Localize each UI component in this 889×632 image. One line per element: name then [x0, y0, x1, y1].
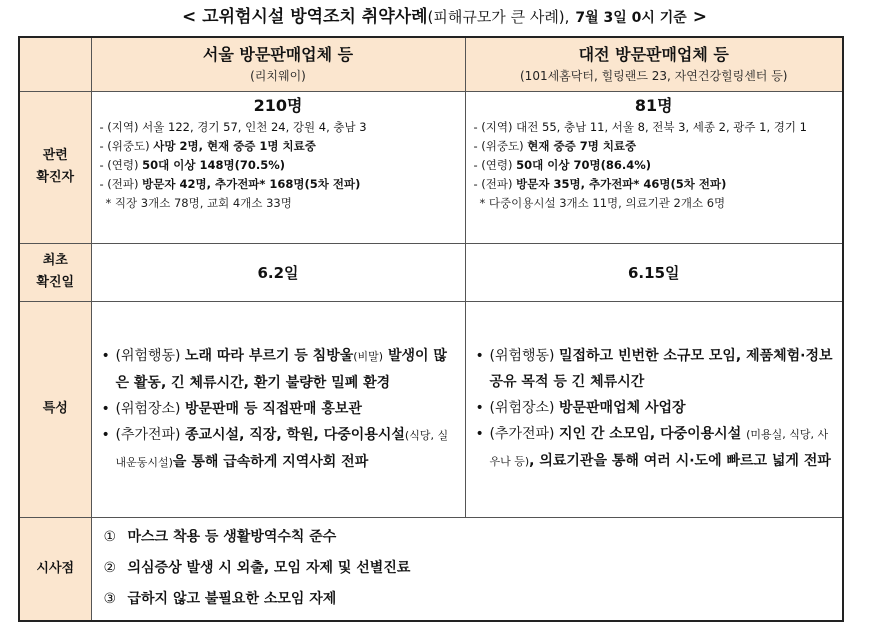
first-date-seoul: 6.2일: [91, 243, 465, 301]
features-row: [19, 301, 843, 517]
features-daejeon: [465, 301, 843, 517]
feature-item: • (위험행동) 노래 따라 부르기 등 침방울(비말) 발생이 많은 활동, 긴 체류시간, 환기 불량한 밀폐 환경: [101, 347, 447, 391]
title-end: >: [692, 7, 707, 27]
region-sub: (리치웨이): [250, 69, 306, 84]
feature-item: • (추가전파) 종교시설, 직장, 학원, 다중이용시설(식당, 실내운동시설)을 통해 급속하게 지역사회 전파: [101, 426, 449, 470]
detail-line: - (전파) 방문자 42명, 추가전파* 168명(5차 전파): [99, 176, 361, 191]
col-header-seoul: [91, 37, 465, 91]
implications-cell: [91, 517, 843, 621]
footnote: * 직장 3개소 78명, 교회 4개소 33명: [105, 195, 292, 210]
row-label-text: 관련 확진자: [36, 148, 75, 185]
case-count: 210명: [253, 95, 303, 115]
header-row: [19, 37, 843, 91]
col-header-daejeon: [465, 37, 843, 91]
feature-item: • (위험장소) 방문판매 등 직접판매 홍보관: [101, 400, 362, 417]
row-label-first-date: [19, 243, 91, 301]
detail-line: - (연령) 50대 이상 70명(86.4%): [473, 157, 652, 172]
cases-seoul: [91, 91, 465, 243]
feature-item: • (추가전파) 지인 간 소모임, 다중이용시설 (미용실, 식당, 사우나 등), 의료기관을 통해 여러 시·도에 빠르고 넓게 전파: [475, 426, 831, 469]
detail-line: - (지역) 서울 122, 경기 57, 인천 24, 강원 4, 충남 3: [99, 119, 367, 134]
feature-item: • (위험행동) 밀접하고 빈번한 소규모 모임, 제품체험·정보공유 목적 등 긴 체류시간: [475, 348, 833, 390]
cases-row: [19, 91, 843, 243]
case-count: 81명: [634, 95, 673, 115]
footnote: * 다중이용시설 3개소 11명, 의료기관 2개소 6명: [479, 195, 726, 210]
detail-line: - (지역) 대전 55, 충남 11, 서울 8, 전북 3, 세종 2, 광주 1, 경기 1: [473, 119, 807, 134]
title-sub: (피해규모가 큰 사례),: [427, 8, 570, 26]
cases-table: [18, 36, 844, 622]
features-seoul: [91, 301, 465, 517]
title-main: < 고위험시설 방역조치 취약사례: [182, 7, 428, 27]
detail-line: - (전파) 방문자 35명, 추가전파* 46명(5차 전파): [473, 176, 727, 191]
feature-item: • (위험장소) 방문판매업체 사업장: [475, 400, 686, 416]
region-sub: (101세홈닥터, 힐링랜드 23, 자연건강힐링센터 등): [520, 69, 788, 84]
first-date-daejeon: 6.15일: [465, 243, 843, 301]
implication-item: ③ 급하지 않고 불필요한 소모임 자제: [103, 591, 337, 608]
detail-line: - (위중도) 현재 중증 7명 치료중: [473, 138, 637, 153]
implication-item: ② 의심증상 발생 시 외출, 모임 자제 및 선별진료: [103, 560, 411, 577]
implication-item: ① 마스크 착용 등 생활방역수칙 준수: [103, 529, 337, 546]
row-label-features: 특성: [19, 301, 91, 517]
first-date-row: [19, 243, 843, 301]
detail-line: - (연령) 50대 이상 148명(70.5%): [99, 157, 286, 172]
corner-cell: [19, 37, 91, 91]
implications-row: [19, 517, 843, 621]
region-name: 서울 방문판매업체 등: [202, 45, 354, 65]
page-title: [0, 6, 889, 29]
row-label-cases: [19, 91, 91, 243]
title-date: 7월 3일 0시 기준: [575, 10, 687, 26]
cases-daejeon: [465, 91, 843, 243]
region-name: 대전 방문판매업체 등: [578, 45, 729, 65]
row-label-implications: 시사점: [19, 517, 91, 621]
detail-line: - (위중도) 사망 2명, 현재 중증 1명 치료중: [99, 138, 316, 153]
row-label-text: 최초 확진일: [36, 253, 75, 290]
